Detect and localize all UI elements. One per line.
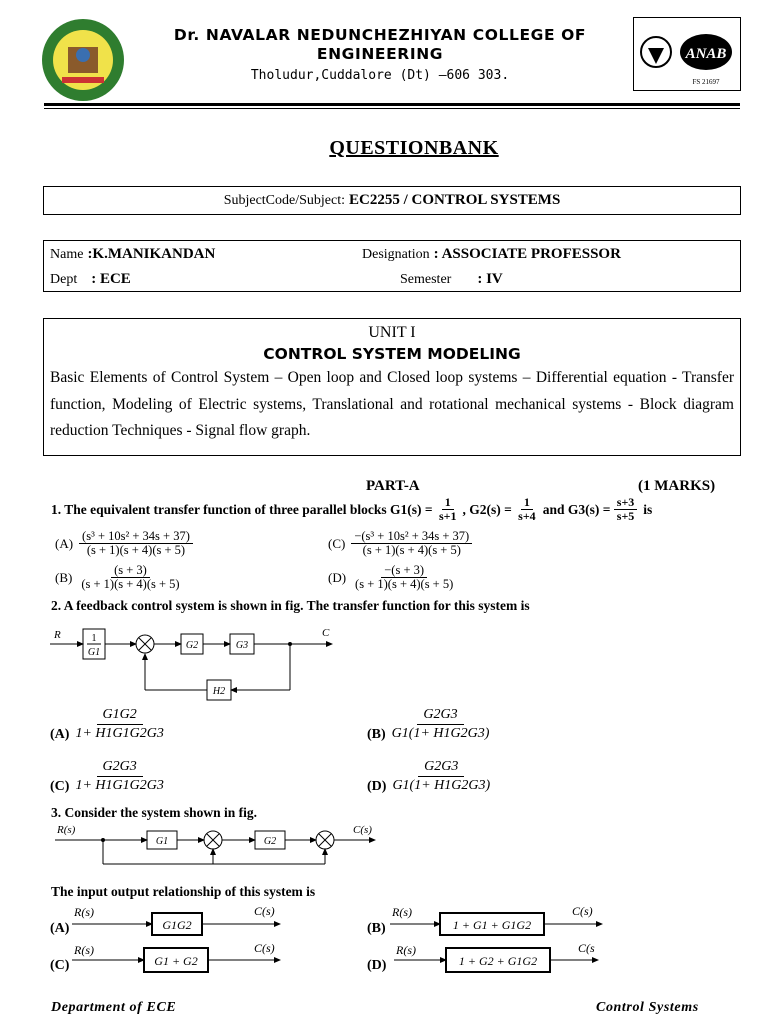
q2-block3: G3 <box>235 640 249 651</box>
semester-value: : IV <box>477 271 503 287</box>
svg-text:G1 + G2: G1 + G2 <box>154 954 198 968</box>
dept-label: Dept <box>50 272 78 287</box>
faculty-info-box <box>43 240 741 292</box>
q3-option-a-label: (A) <box>50 921 70 936</box>
q3-block-diagram <box>55 820 385 870</box>
q3-option-b-label: (B) <box>367 921 386 936</box>
q2-output-label: C <box>322 627 330 639</box>
svg-text:C(s): C(s) <box>254 904 275 918</box>
unit-box <box>43 318 741 456</box>
q3-option-d-diagram <box>394 940 604 976</box>
designation-value: : ASSOCIATE PROFESSOR <box>433 246 621 262</box>
svg-text:C(s: C(s <box>578 941 595 955</box>
cert-code: FS 21697 <box>692 78 720 86</box>
svg-text:R(s): R(s) <box>74 943 94 957</box>
svg-text:R(s): R(s) <box>74 905 94 919</box>
q2-feedback-block: H2 <box>212 686 226 697</box>
footer-right: Control Systems <box>596 1000 699 1015</box>
dept-value: : ECE <box>91 271 131 287</box>
q1-g3-fraction: $\frac{s+3}{s+5}$ <box>614 496 638 523</box>
svg-text:R(s): R(s) <box>392 905 412 919</box>
q1-option-b: (B) $\frac{(s + 3)}{(s + 1)(s + 4)(s + 5)}$ <box>55 563 180 591</box>
q3-block2: G2 <box>263 836 277 847</box>
svg-text:C(s): C(s) <box>254 941 275 955</box>
unit-title: CONTROL SYSTEM MODELING <box>263 345 521 363</box>
q1-is: is <box>643 501 653 517</box>
name-label: Name <box>50 247 84 262</box>
q3-option-b-diagram <box>390 902 610 938</box>
q3-option-c-label: (C) <box>50 958 70 973</box>
svg-text:1 + G2 + G1G2: 1 + G2 + G1G2 <box>458 954 538 968</box>
college-address: Tholudur,Cuddalore (Dt) –606 303. <box>250 68 510 83</box>
q2-option-c: (C) G2G3 1+ H1G1G2G3 <box>50 759 164 794</box>
q1-option-a: (A) $\frac{\text{(s³ + 10s² + 34s + 37)}}{(s + 1)(s + 4)(s + 5)}$ <box>55 530 193 557</box>
name-value: :K.MANIKANDAN <box>87 246 216 262</box>
q1-g1-label: G1(s) = <box>390 501 433 517</box>
certification-logo <box>633 17 741 91</box>
unit-number: UNIT I <box>368 324 416 341</box>
header-rule <box>44 103 740 106</box>
subject-label: SubjectCode/Subject: <box>223 192 346 208</box>
q2-option-b: (B) G2G3 G1(1+ H1G2G3) <box>367 707 490 742</box>
svg-text:C(s): C(s) <box>572 904 593 918</box>
q3-option-d-label: (D) <box>367 958 387 973</box>
q3-option-c-diagram <box>72 940 287 976</box>
page-title: QUESTIONBANK <box>329 137 499 159</box>
q2-option-d: (D) G2G3 G1(1+ H1G2G3) <box>367 759 491 794</box>
q1-g2-fraction: $\frac{1}{s+4}$ <box>518 495 536 523</box>
college-name: Dr. NAVALAR NEDUNCHEZHIYAN COLLEGE OF ENGINEERING <box>173 26 587 63</box>
q1-g1-fraction: $\frac{1}{s+1}$ <box>438 495 457 523</box>
q3-output-label: C(s) <box>353 824 372 836</box>
q1-option-d: (D) $\frac{-(s + 3)}{(s + 1)(s + 4)(s + 5)}$ <box>328 563 454 591</box>
q3-option-a-diagram <box>72 902 287 938</box>
q2-option-a: (A) G1G2 1+ H1G1G2G3 <box>50 707 164 742</box>
header-rule-thin <box>44 108 740 109</box>
footer-left: Department of ECE <box>51 1000 177 1015</box>
svg-text:G1G2: G1G2 <box>162 918 192 932</box>
q1-g2-label: , G2(s) = <box>462 501 512 517</box>
subject-value: EC2255 / CONTROL SYSTEMS <box>349 192 561 208</box>
q2-input-label: R <box>54 629 61 641</box>
part-label: PART-A <box>366 478 420 494</box>
q3-relation-text: The input output relationship of this system is <box>51 884 316 899</box>
q1-option-c: (C) $\frac{\text{−(s³ + 10s² + 34s + 37)}}{(s + 1)(s + 4)(s + 5)}$ <box>328 530 472 557</box>
part-marks: (1 MARKS) <box>638 478 716 494</box>
question-2: 2. A feedback control system is shown in fig. The transfer function for this system is <box>51 598 530 613</box>
q2-block1-num: 1 <box>91 633 97 644</box>
q1-g3-label: and G3(s) = <box>542 501 611 517</box>
subject-box <box>43 186 741 215</box>
q3-block1: G1 <box>155 836 169 847</box>
q2-block2: G2 <box>185 640 199 651</box>
svg-text:R(s): R(s) <box>396 943 416 957</box>
semester-label: Semester <box>400 272 452 287</box>
college-logo <box>40 17 126 103</box>
question-3: 3. Consider the system shown in fig. <box>51 805 258 820</box>
unit-syllabus: Basic Elements of Control System – Open loop and Closed loop systems – Differential equation - Transfer function, Modeling of Electric systems, Translational and rotational mechanical systems - Block diagram reduction Techniques - Signal flow graph. <box>50 369 734 439</box>
q3-input-label: R(s) <box>57 824 76 836</box>
q2-block1-den: G1 <box>87 647 101 658</box>
cert-text: ANAB <box>685 46 727 62</box>
q2-block-diagram <box>50 620 350 704</box>
question-1: 1. The equivalent transfer function of three parallel blocks G1(s) = $\frac{1}{s+1}$ , G2(s) = $\frac{1}{s+4}$ and G3(s) = $\frac{s+3}{s+5}$ is <box>51 495 653 523</box>
designation-label: Designation <box>362 247 430 262</box>
svg-text:1 + G1 + G1G2: 1 + G1 + G1G2 <box>452 918 532 932</box>
